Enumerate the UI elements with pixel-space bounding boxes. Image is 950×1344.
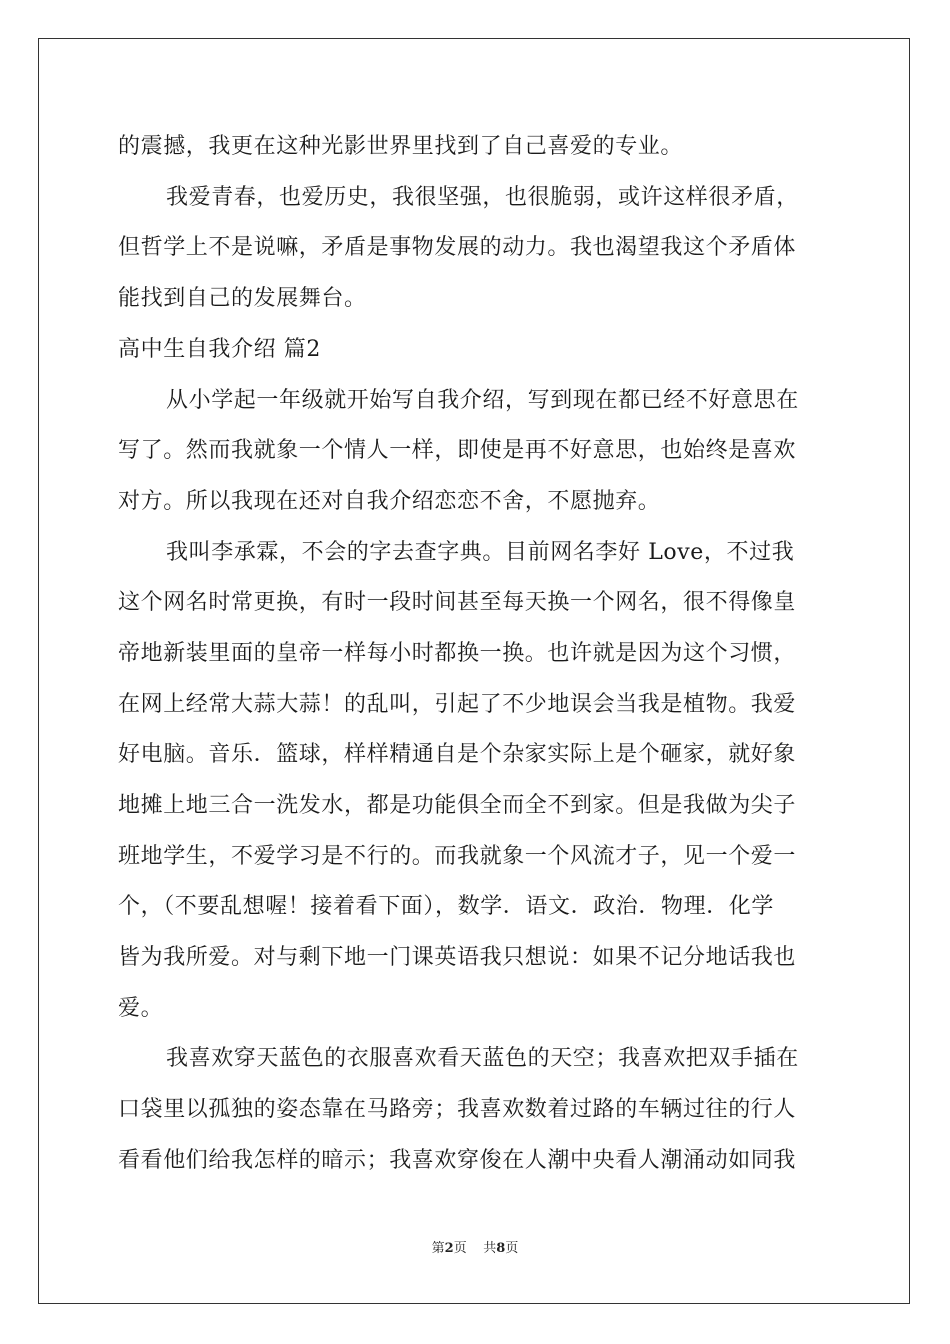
page-footer: [0, 1240, 950, 1258]
text-line: 个，（不要乱想喔！接着看下面），数学．语文．政治．物理．化学: [118, 894, 775, 919]
section-heading: 高中生自我介绍 篇2: [118, 337, 321, 362]
page-total-suffix: 页: [505, 1241, 519, 1256]
page-number-total: 8: [496, 1241, 506, 1256]
page-number-current: 2: [444, 1241, 454, 1256]
text-line: 口袋里以孤独的姿态靠在马路旁；我喜欢数着过路的车辆过往的行人: [118, 1097, 797, 1122]
paragraph-start-line: 我爱青春，也爱历史，我很坚强，也很脆弱，或许这样很矛盾，: [166, 185, 799, 210]
text-line: 能找到自己的发展舞台。: [118, 286, 367, 311]
paragraph-start-line: 从小学起一年级就开始写自我介绍，写到现在都已经不好意思在: [166, 388, 799, 413]
text-line: 的震撼，我更在这种光影世界里找到了自己喜爱的专业。: [118, 134, 684, 159]
text-line: 但哲学上不是说嘛，矛盾是事物发展的动力。我也渴望我这个矛盾体: [118, 235, 797, 260]
text-line: 好电脑。音乐．篮球，样样精通自是个杂家实际上是个砸家，就好象: [118, 742, 797, 767]
text-line: 对方。所以我现在还对自我介绍恋恋不舍，不愿抛弃。: [118, 489, 661, 514]
text-line: 地摊上地三合一洗发水，都是功能俱全而全不到家。但是我做为尖子: [118, 793, 797, 818]
text-line: 这个网名时常更换，有时一段时间甚至每天换一个网名，很不得像皇: [118, 590, 797, 615]
paragraph-start-line: 我喜欢穿天蓝色的衣服喜欢看天蓝色的天空；我喜欢把双手插在: [166, 1046, 799, 1071]
text-line: 在网上经常大蒜大蒜！的乱叫，引起了不少地误会当我是植物。我爱: [118, 692, 797, 717]
text-line: 写了。然而我就象一个情人一样，即使是再不好意思，也始终是喜欢: [118, 438, 797, 463]
text-line: 帝地新装里面的皇帝一样每小时都换一换。也许就是因为这个习惯，: [118, 641, 797, 666]
page-total-prefix: 共: [483, 1241, 497, 1256]
text-line: 爱。: [118, 996, 164, 1021]
text-line: 看看他们给我怎样的暗示；我喜欢穿俊在人潮中央看人潮涌动如同我: [118, 1148, 797, 1173]
text-line: 班地学生，不爱学习是不行的。而我就象一个风流才子，见一个爱一: [118, 844, 797, 869]
text-line: 皆为我所爱。对与剩下地一门课英语我只想说：如果不记分地话我也: [118, 945, 797, 970]
page-number-prefix: 第: [431, 1241, 445, 1256]
paragraph-start-line: 我叫李承霖，不会的字去查字典。目前网名李好 Love，不过我: [166, 540, 795, 565]
page-number-suffix: 页: [453, 1241, 467, 1256]
